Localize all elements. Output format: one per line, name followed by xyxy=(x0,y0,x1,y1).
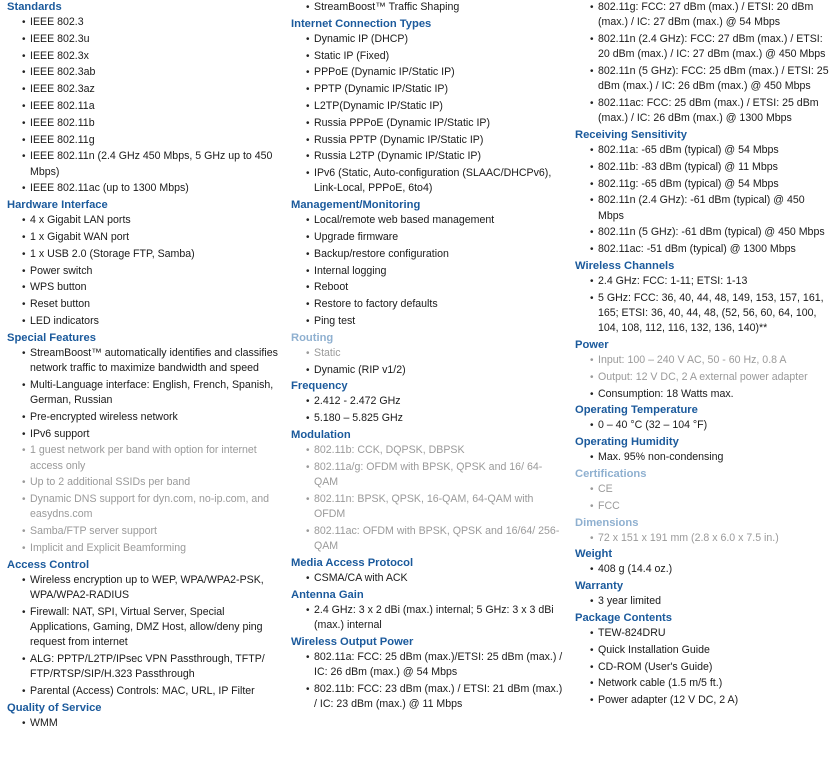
spec-section-internet-connection-types xyxy=(291,17,566,197)
spec-column-3 xyxy=(575,0,833,710)
section-heading: Certifications xyxy=(575,467,647,480)
spec-item: • CE xyxy=(575,482,833,497)
spec-item: • Reset button xyxy=(7,297,282,312)
spec-list xyxy=(291,0,566,15)
spec-item: • 1 x Gigabit WAN port xyxy=(7,230,282,245)
spec-item: • Network cable (1.5 m/5 ft.) xyxy=(575,676,833,691)
spec-item: • 802.11b: FCC: 23 dBm (max.) / ETSI: 21 dBm (max.) / IC: 23 dBm (max.) @ 11 Mbps xyxy=(291,682,566,712)
spec-list xyxy=(7,15,282,197)
spec-item: • 1 x USB 2.0 (Storage FTP, Samba) xyxy=(7,247,282,262)
spec-item: • 802.11g: -65 dBm (typical) @ 54 Mbps xyxy=(575,177,833,192)
spec-item: • 5 GHz: FCC: 36, 40, 44, 48, 149, 153, 157, 161, 165; ETSI: 36, 40, 44, 48, (52, 56, 60, 64, 100, 104, 108, 112, 116, 132, 136, 140)** xyxy=(575,291,833,337)
spec-item: • 2.412 - 2.472 GHz xyxy=(291,394,566,409)
spec-item: • IEEE 802.11ac (up to 1300 Mbps) xyxy=(7,181,282,196)
spec-list xyxy=(291,394,566,426)
spec-item: • 802.11n (2.4 GHz): -61 dBm (typical) @ 450 Mbps xyxy=(575,193,833,223)
section-heading: Internet Connection Types xyxy=(291,17,432,30)
spec-item: • L2TP(Dynamic IP/Static IP) xyxy=(291,99,566,114)
spec-item: • IEEE 802.3ab xyxy=(7,65,282,80)
spec-item: • StreamBoost™ automatically identifies and classifies network traffic to maximize bandwidth and speed xyxy=(7,346,282,376)
spec-item: • Dynamic (RIP v1/2) xyxy=(291,363,566,378)
spec-item: • 5.180 – 5.825 GHz xyxy=(291,411,566,426)
spec-item: • IEEE 802.11n (2.4 GHz 450 Mbps, 5 GHz up to 450 Mbps) xyxy=(7,149,282,179)
spec-item: • 802.11b: CCK, DQPSK, DBPSK xyxy=(291,443,566,458)
spec-item: • WPS button xyxy=(7,280,282,295)
spec-list xyxy=(575,274,833,336)
spec-item: • 802.11b: -83 dBm (typical) @ 11 Mbps xyxy=(575,160,833,175)
spec-item: • 802.11a/g: OFDM with BPSK, QPSK and 16/ 64-QAM xyxy=(291,460,566,490)
spec-section-frequency xyxy=(291,379,566,426)
spec-list xyxy=(575,482,833,514)
section-heading: Package Contents xyxy=(575,611,672,624)
spec-section-access-control xyxy=(7,558,282,699)
spec-section-package-contents xyxy=(575,611,833,708)
spec-item: • IPv6 support xyxy=(7,427,282,442)
spec-section-antenna-gain xyxy=(291,588,566,633)
spec-item: • CD-ROM (User's Guide) xyxy=(575,660,833,675)
spec-item: • Dynamic DNS support for dyn.com, no-ip.com, and easydns.com xyxy=(7,492,282,522)
spec-section-continued xyxy=(575,0,833,126)
spec-item: • 802.11n: BPSK, QPSK, 16-QAM, 64-QAM with OFDM xyxy=(291,492,566,522)
section-heading: Management/Monitoring xyxy=(291,199,421,212)
section-heading: Access Control xyxy=(7,558,90,571)
spec-item: • Max. 95% non-condensing xyxy=(575,450,833,465)
spec-item: • Wireless encryption up to WEP, WPA/WPA2-PSK, WPA/WPA2-RADIUS xyxy=(7,573,282,603)
spec-list xyxy=(575,353,833,402)
spec-list xyxy=(291,32,566,197)
spec-list xyxy=(291,443,566,554)
section-heading: Weight xyxy=(575,548,613,561)
spec-item: • PPPoE (Dynamic IP/Static IP) xyxy=(291,65,566,80)
spec-item: • Static xyxy=(291,346,566,361)
spec-section-hardware-interface xyxy=(7,198,282,329)
spec-item: • Upgrade firmware xyxy=(291,230,566,245)
spec-item: • LED indicators xyxy=(7,314,282,329)
spec-section-operating-temperature xyxy=(575,403,833,433)
section-heading: Operating Temperature xyxy=(575,404,698,417)
spec-section-management-monitoring xyxy=(291,198,566,329)
spec-section-routing xyxy=(291,331,566,378)
spec-item: • 802.11g: FCC: 27 dBm (max.) / ETSI: 20 dBm (max.) / IC: 27 dBm (max.) @ 54 Mbps xyxy=(575,0,833,30)
spec-section-weight xyxy=(575,547,833,577)
spec-item: • Power switch xyxy=(7,264,282,279)
spec-list xyxy=(291,650,566,712)
spec-item: • Russia PPPoE (Dynamic IP/Static IP) xyxy=(291,116,566,131)
spec-item: • Backup/restore configuration xyxy=(291,247,566,262)
spec-item: • Quick Installation Guide xyxy=(575,643,833,658)
spec-list xyxy=(575,594,833,609)
spec-item: • 408 g (14.4 oz.) xyxy=(575,562,833,577)
spec-item: • 802.11ac: FCC: 25 dBm (max.) / ETSI: 25 dBm (max.) / IC: 26 dBm (max.) @ 1300 Mbps xyxy=(575,96,833,126)
spec-item: • IEEE 802.3x xyxy=(7,49,282,64)
spec-item: • 802.11n (5 GHz): -61 dBm (typical) @ 450 Mbps xyxy=(575,225,833,240)
spec-item: • Samba/FTP server support xyxy=(7,524,282,539)
spec-item: • 0 – 40 °C (32 – 104 °F) xyxy=(575,418,833,433)
spec-item: • IEEE 802.3 xyxy=(7,15,282,30)
spec-item: • IEEE 802.11b xyxy=(7,116,282,131)
spec-list xyxy=(575,626,833,708)
section-heading: Hardware Interface xyxy=(7,199,108,212)
spec-list xyxy=(7,346,282,556)
section-heading: Antenna Gain xyxy=(291,588,364,601)
spec-list xyxy=(575,0,833,126)
spec-list xyxy=(575,562,833,577)
spec-list xyxy=(291,571,566,586)
spec-list xyxy=(291,213,566,329)
spec-item: • IEEE 802.11a xyxy=(7,99,282,114)
spec-column-2 xyxy=(291,0,566,714)
spec-section-receiving-sensitivity xyxy=(575,128,833,257)
spec-item: • FCC xyxy=(575,499,833,514)
spec-item: • Russia L2TP (Dynamic IP/Static IP) xyxy=(291,149,566,164)
spec-item: • Up to 2 additional SSIDs per band xyxy=(7,475,282,490)
spec-item: • 802.11a: -65 dBm (typical) @ 54 Mbps xyxy=(575,143,833,158)
spec-item: • 4 x Gigabit LAN ports xyxy=(7,213,282,228)
spec-section-standards xyxy=(7,0,282,197)
spec-item: • ALG: PPTP/L2TP/IPsec VPN Passthrough, TFTP/ FTP/RTSP/SIP/H.323 Passthrough xyxy=(7,652,282,682)
spec-item: • Parental (Access) Controls: MAC, URL, IP Filter xyxy=(7,684,282,699)
spec-item: • Consumption: 18 Watts max. xyxy=(575,387,833,402)
spec-column-1 xyxy=(7,0,282,733)
section-heading: Operating Humidity xyxy=(575,436,679,449)
spec-item: • Restore to factory defaults xyxy=(291,297,566,312)
spec-item: • StreamBoost™ Traffic Shaping xyxy=(291,0,566,15)
spec-section-continued xyxy=(291,0,566,15)
spec-list xyxy=(7,716,282,731)
spec-item: • IEEE 802.3u xyxy=(7,32,282,47)
spec-section-special-features xyxy=(7,331,282,556)
spec-item: • Internal logging xyxy=(291,264,566,279)
spec-item: • 72 x 151 x 191 mm (2.8 x 6.0 x 7.5 in.) xyxy=(575,531,833,546)
section-heading: Frequency xyxy=(291,380,348,393)
section-heading: Standards xyxy=(7,1,62,13)
spec-item: • IPv6 (Static, Auto-configuration (SLAAC/DHCPv6), Link-Local, PPPoE, 6to4) xyxy=(291,166,566,196)
section-heading: Special Features xyxy=(7,331,96,344)
spec-section-wireless-channels xyxy=(575,259,833,336)
spec-list xyxy=(291,346,566,378)
spec-item: • WMM xyxy=(7,716,282,731)
section-heading: Media Access Protocol xyxy=(291,556,414,569)
spec-item: • Multi-Language interface: English, French, Spanish, German, Russian xyxy=(7,378,282,408)
spec-item: • PPTP (Dynamic IP/Static IP) xyxy=(291,82,566,97)
spec-item: • Ping test xyxy=(291,314,566,329)
section-heading: Wireless Channels xyxy=(575,259,675,272)
spec-item: • 2.4 GHz: 3 x 2 dBi (max.) internal; 5 GHz: 3 x 3 dBi (max.) internal xyxy=(291,603,566,633)
spec-item: • TEW-824DRU xyxy=(575,626,833,641)
spec-item: • Output: 12 V DC, 2 A external power adapter xyxy=(575,370,833,385)
spec-item: • CSMA/CA with ACK xyxy=(291,571,566,586)
section-heading: Dimensions xyxy=(575,516,639,529)
spec-item: • Power adapter (12 V DC, 2 A) xyxy=(575,693,833,708)
spec-item: • Russia PPTP (Dynamic IP/Static IP) xyxy=(291,133,566,148)
spec-section-media-access-protocol xyxy=(291,556,566,586)
spec-item: • 3 year limited xyxy=(575,594,833,609)
spec-list xyxy=(575,418,833,433)
spec-list xyxy=(291,603,566,633)
spec-section-quality-of-service xyxy=(7,701,282,731)
spec-item: • 802.11n (5 GHz): FCC: 25 dBm (max.) / ETSI: 25 dBm (max.) / IC: 26 dBm (max.) @ 450 Mbps xyxy=(575,64,833,94)
spec-list xyxy=(7,573,282,699)
spec-item: • 802.11a: FCC: 25 dBm (max.)/ETSI: 25 dBm (max.) / IC: 26 dBm (max.) @ 54 Mbps xyxy=(291,650,566,680)
spec-section-modulation xyxy=(291,428,566,554)
spec-item: • 2.4 GHz: FCC: 1-11; ETSI: 1-13 xyxy=(575,274,833,289)
spec-section-operating-humidity xyxy=(575,435,833,465)
spec-list xyxy=(575,531,833,546)
spec-item: • 802.11n (2.4 GHz): FCC: 27 dBm (max.) / ETSI: 20 dBm (max.) / IC: 27 dBm (max.) @ 450 Mbps xyxy=(575,32,833,62)
spec-item: • Dynamic IP (DHCP) xyxy=(291,32,566,47)
spec-item: • 802.11ac: OFDM with BPSK, QPSK and 16/64/ 256-QAM xyxy=(291,524,566,554)
section-heading: Modulation xyxy=(291,428,351,441)
section-heading: Routing xyxy=(291,331,334,344)
spec-item: • Firewall: NAT, SPI, Virtual Server, Special Applications, Gaming, DMZ Host, allow/deny ping request from internet xyxy=(7,605,282,651)
spec-list xyxy=(575,143,833,257)
section-heading: Receiving Sensitivity xyxy=(575,129,687,141)
spec-section-wireless-output-power xyxy=(291,635,566,712)
spec-item: • 802.11ac: -51 dBm (typical) @ 1300 Mbps xyxy=(575,242,833,257)
spec-list xyxy=(7,213,282,329)
spec-item: • Pre-encrypted wireless network xyxy=(7,410,282,425)
spec-item: • IEEE 802.3az xyxy=(7,82,282,97)
spec-item: • Static IP (Fixed) xyxy=(291,49,566,64)
spec-item: • Local/remote web based management xyxy=(291,213,566,228)
spec-section-power xyxy=(575,338,833,402)
spec-item: • Implicit and Explicit Beamforming xyxy=(7,541,282,556)
spec-item: • 1 guest network per band with option for internet access only xyxy=(7,443,282,473)
spec-section-dimensions xyxy=(575,516,833,546)
spec-section-warranty xyxy=(575,579,833,609)
section-heading: Power xyxy=(575,338,609,351)
section-heading: Warranty xyxy=(575,580,624,593)
spec-item: • IEEE 802.11g xyxy=(7,133,282,148)
spec-list xyxy=(575,450,833,465)
spec-section-certifications xyxy=(575,467,833,514)
spec-item: • Input: 100 – 240 V AC, 50 - 60 Hz, 0.8 A xyxy=(575,353,833,368)
spec-item: • Reboot xyxy=(291,280,566,295)
section-heading: Wireless Output Power xyxy=(291,635,414,648)
section-heading: Quality of Service xyxy=(7,701,102,714)
